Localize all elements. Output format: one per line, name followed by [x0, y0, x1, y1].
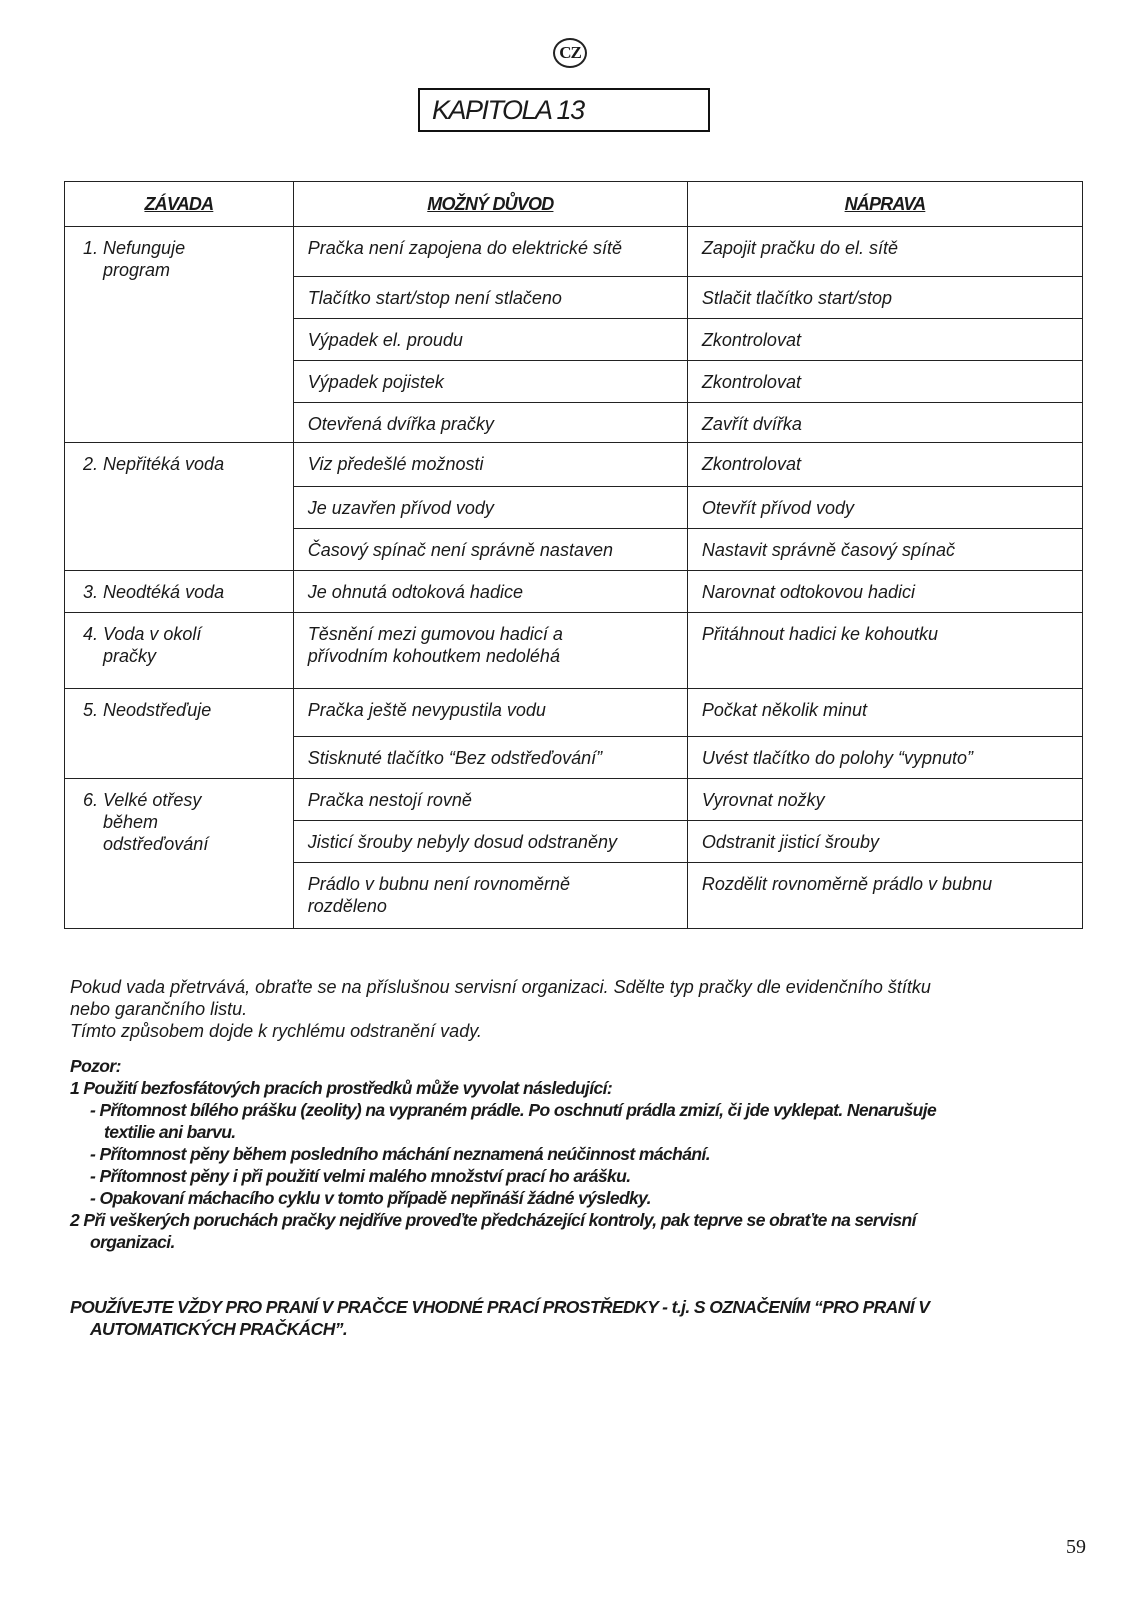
cause-text: Viz předešlé možnosti	[307, 454, 484, 474]
fix-text: Odstranit jisticí šrouby	[701, 832, 879, 852]
fault-cell	[65, 613, 294, 689]
cause-text: Stisknuté tlačítko “Bez odstřeďování”	[307, 748, 603, 768]
fix-text: Stlačit tlačítko start/stop	[701, 288, 892, 308]
warning-bullet: - Přítomnost pěny i při použití velmi malého množství prací ho arášku.	[90, 1166, 631, 1186]
fault-cell	[65, 571, 294, 613]
cause-cell	[293, 529, 687, 571]
cause-cell	[293, 403, 687, 443]
fault-label: 5. Neodstřeďuje	[83, 700, 212, 720]
fix-text: Zkontrolovat	[701, 330, 801, 350]
note-line: nebo garančního listu.	[70, 999, 248, 1019]
fix-text: Zkontrolovat	[701, 372, 801, 392]
warning-title: Pozor:	[70, 1056, 121, 1076]
fix-cell	[687, 361, 1082, 403]
cause-text: Těsnění mezi gumovou hadicí a přívodním kohoutkem nedoléhá	[307, 624, 563, 666]
fix-text: Počkat několik minut	[701, 700, 867, 720]
cause-cell	[293, 863, 687, 929]
fix-cell	[687, 779, 1082, 821]
column-header-fault: ZÁVADA	[65, 182, 294, 227]
cause-text: Je uzavřen přívod vody	[307, 498, 494, 518]
notice-line: POUŽÍVEJTE VŽDY PRO PRANÍ V PRAČCE VHODNÉ PRACÍ PROSTŘEDKY - t.j. S OZNAČENÍM “PRO PRANÍ V	[70, 1297, 930, 1317]
fix-text: Zavřít dvířka	[701, 414, 802, 434]
cause-text: Prádlo v bubnu není rovnoměrně rozděleno	[307, 874, 570, 916]
fault-label: 4. Voda v okolí pračky	[83, 624, 202, 666]
cause-cell	[293, 689, 687, 737]
fix-cell	[687, 227, 1082, 277]
cause-cell	[293, 571, 687, 613]
cause-cell	[293, 319, 687, 361]
fix-cell	[687, 821, 1082, 863]
notice-line: AUTOMATICKÝCH PRAČKÁCH”.	[90, 1319, 348, 1339]
cause-cell	[293, 821, 687, 863]
fix-text: Rozdělit rovnoměrně prádlo v bubnu	[701, 874, 993, 894]
warning-item: 2 Při veškerých poruchách pračky nejdříve proveďte předcházející kontroly, pak teprve se obraťte na servisní	[70, 1210, 916, 1230]
fix-cell	[687, 737, 1082, 779]
column-header-cause: MOŽNÝ DŮVOD	[293, 182, 687, 227]
fix-text: Přitáhnout hadici ke kohoutku	[701, 624, 939, 644]
warning-section	[70, 1055, 1085, 1253]
warning-bullet: textilie ani barvu.	[104, 1122, 236, 1142]
cause-cell	[293, 277, 687, 319]
cause-text: Tlačítko start/stop není stlačeno	[307, 288, 562, 308]
cause-text: Je ohnutá odtoková hadice	[307, 582, 523, 602]
cause-text: Výpadek el. proudu	[307, 330, 463, 350]
cause-cell	[293, 443, 687, 487]
fix-text: Zapojit pračku do el. sítě	[701, 238, 899, 258]
detergent-notice	[70, 1296, 1080, 1340]
fix-text: Uvést tlačítko do polohy “vypnuto”	[701, 748, 974, 768]
note-line: Pokud vada přetrvává, obraťte se na příslušnou servisní organizaci. Sdělte typ pračky dle evidenčního štítku	[70, 977, 931, 997]
fix-cell	[687, 403, 1082, 443]
service-note	[70, 976, 1080, 1042]
fix-text: Otevřít přívod vody	[701, 498, 854, 518]
fix-cell	[687, 487, 1082, 529]
fault-label: 3. Neodtéká voda	[83, 582, 225, 602]
cause-text: Výpadek pojistek	[307, 372, 444, 392]
cause-text: Pračka nestojí rovně	[307, 790, 472, 810]
country-badge: CZ	[553, 38, 587, 68]
page-number: 59	[1066, 1536, 1086, 1558]
table-body	[65, 227, 1083, 929]
table-row	[65, 571, 1083, 613]
cause-text: Časový spínač není správně nastaven	[307, 540, 613, 560]
table-row	[65, 227, 1083, 277]
table-row	[65, 689, 1083, 737]
cause-cell	[293, 737, 687, 779]
fix-cell	[687, 571, 1082, 613]
table-row	[65, 613, 1083, 689]
fix-cell	[687, 319, 1082, 361]
fix-text: Narovnat odtokovou hadici	[701, 582, 916, 602]
note-line: Tímto způsobem dojde k rychlému odstranění vady.	[70, 1021, 482, 1041]
fault-cell	[65, 443, 294, 571]
cause-text: Pračka ještě nevypustila vodu	[307, 700, 546, 720]
fix-cell	[687, 277, 1082, 319]
fault-cell	[65, 689, 294, 779]
warning-bullet: - Přítomnost bílého prášku (zeolity) na vypraném prádle. Po oschnutí prádla zmizí, či jde vyklepat. Nenarušuje	[90, 1100, 937, 1120]
fix-text: Vyrovnat nožky	[701, 790, 825, 810]
fault-cell	[65, 227, 294, 443]
table-row	[65, 443, 1083, 487]
fault-label: 1. Nefunguje program	[83, 238, 186, 280]
cause-text: Jisticí šrouby nebyly dosud odstraněny	[307, 832, 617, 852]
fix-cell	[687, 529, 1082, 571]
cause-cell	[293, 487, 687, 529]
troubleshooting-table	[64, 181, 1083, 929]
table-header-row	[65, 182, 1083, 227]
table-row	[65, 779, 1083, 821]
column-header-fix: NÁPRAVA	[687, 182, 1082, 227]
fix-cell	[687, 689, 1082, 737]
fix-cell	[687, 863, 1082, 929]
fault-cell	[65, 779, 294, 929]
cause-cell	[293, 361, 687, 403]
fix-text: Nastavit správně časový spínač	[701, 540, 956, 560]
warning-bullet: - Přítomnost pěny během posledního máchání neznamená neúčinnost máchání.	[90, 1144, 710, 1164]
fix-text: Zkontrolovat	[701, 454, 801, 474]
fault-label: 6. Velké otřesy během odstřeďování	[83, 790, 209, 854]
cause-cell	[293, 779, 687, 821]
chapter-title: KAPITOLA 13	[418, 88, 710, 132]
fault-label: 2. Nepřitéká voda	[83, 454, 225, 474]
fix-cell	[687, 613, 1082, 689]
cause-text: Otevřená dvířka pračky	[307, 414, 494, 434]
cause-cell	[293, 227, 687, 277]
warning-item: 1 Použití bezfosfátových pracích prostředků může vyvolat následující:	[70, 1078, 613, 1098]
fix-cell	[687, 443, 1082, 487]
cause-cell	[293, 613, 687, 689]
warning-bullet: - Opakovaní máchacího cyklu v tomto případě nepřináší žádné výsledky.	[90, 1188, 651, 1208]
warning-item: organizaci.	[90, 1232, 175, 1252]
cause-text: Pračka není zapojena do elektrické sítě	[307, 238, 622, 258]
